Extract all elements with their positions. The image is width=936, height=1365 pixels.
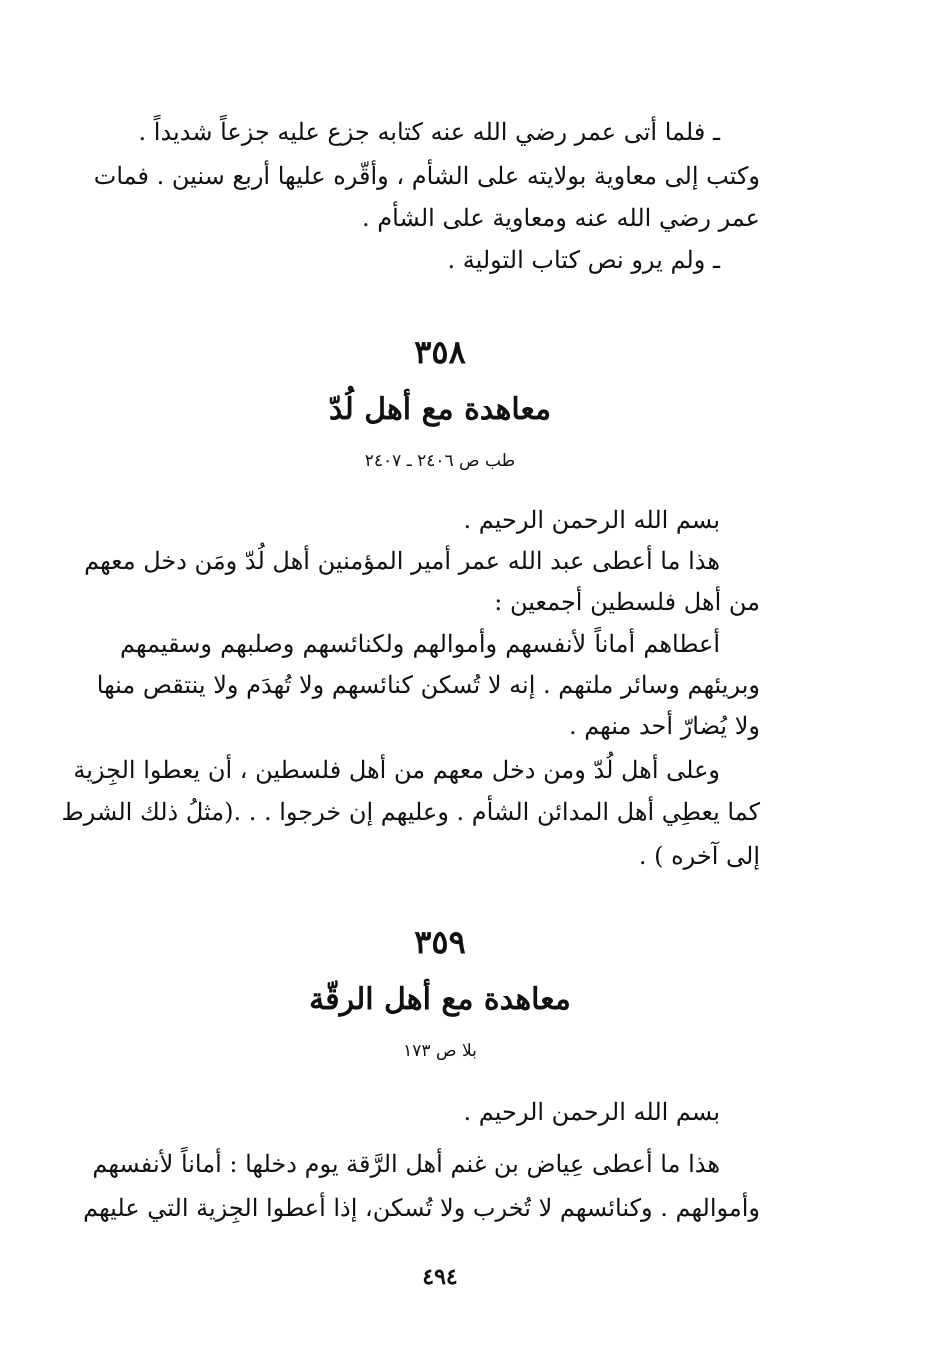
document-page [61,0,760,1365]
text-line: كما يعطِي أهل المدائن الشأم . وعليهم إن خرجوا . . .(مثلُ ذلك الشرط [61,798,760,826]
section-number: ٣٥٩ [414,923,466,961]
text-line: من أهل فلسطين أجمعين : [494,588,760,616]
text-line: إلى آخره ) . [638,842,760,870]
text-line: وأموالهم . وكنائسهم لا تُخرب ولا تُسكن، إذا أعطوا الجِزية التي عليهم [83,1194,760,1222]
text-line: وكتب إلى معاوية بولايته على الشأم ، وأقّره عليها أربع سنين . فمات [93,162,760,190]
section-title: معاهدة مع أهل لُدّ [328,392,552,427]
text-line: ولا يُضارّ أحد منهم . [568,712,760,740]
text-line: وبريئهم وسائر ملتهم . إنه لا تُسكن كنائسهم ولا تُهدَم ولا ينتقص منها [96,671,760,699]
section-title: معاهدة مع أهل الرقّة [309,982,571,1017]
text-line: وعلى أهل لُدّ ومن دخل معهم من أهل فلسطين ، أن يعطوا الجِزية [73,756,720,784]
text-line: بسم الله الرحمن الرحيم . [463,1098,720,1126]
section-number: ٣٥٨ [414,333,466,371]
text-line: هذا ما أعطى عبد الله عمر أمير المؤمنين أهل لُدّ ومَن دخل معهم [84,547,720,575]
text-line: بسم الله الرحمن الرحيم . [463,506,720,534]
text-line: أعطاهم أماناً لأنفسهم وأموالهم ولكنائسهم وصلبهم وسقيمهم [120,630,720,658]
text-line: هذا ما أعطى عِياض بن غنم أهل الرَّقة يوم دخلها : أماناً لأنفسهم [92,1150,720,1178]
text-line: ـ ولم يرو نص كتاب التولية . [447,246,720,274]
source-reference: طب ص ٢٤٠٦ ـ ٢٤٠٧ [364,451,516,471]
text-line: عمر رضي الله عنه ومعاوية على الشأم . [362,204,760,232]
page-number: ٤٩٤ [422,1264,458,1290]
text-line: ـ فلما أتى عمر رضي الله عنه كتابه جزع عليه جزعاً شديداً . [138,118,720,146]
source-reference: بلا ص ١٧٣ [403,1041,477,1061]
